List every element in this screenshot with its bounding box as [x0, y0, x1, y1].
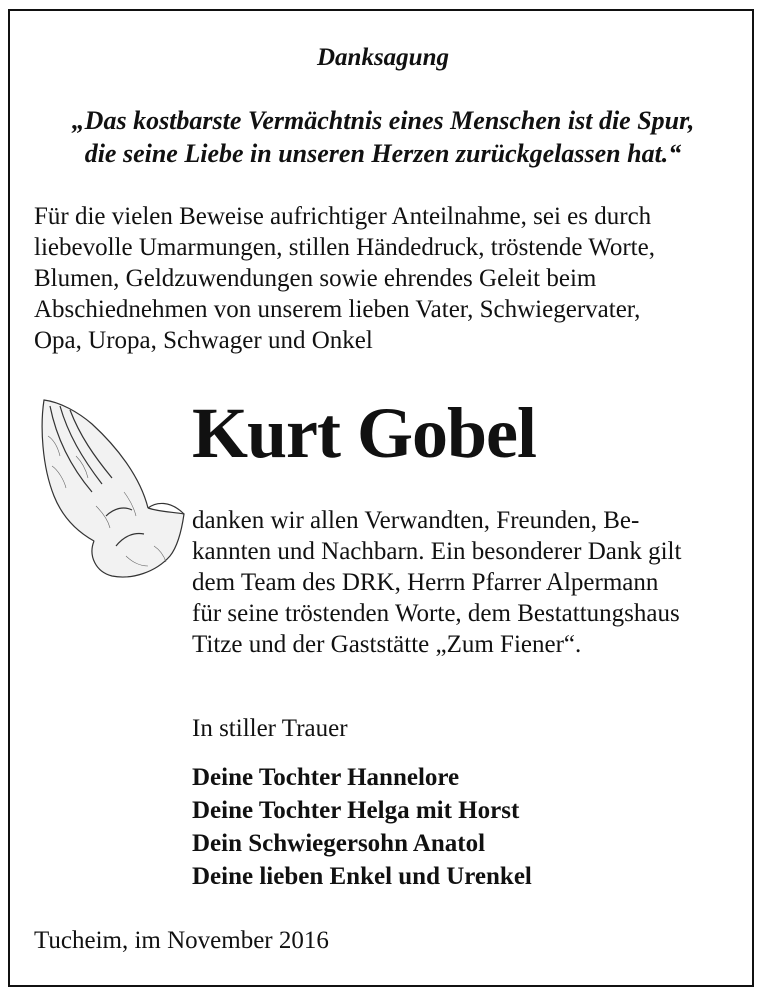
intro-line: Blumen, Geldzuwendungen sowie ehrendes Geleit beim	[34, 265, 597, 292]
thanks-line: Titze und der Gaststätte „Zum Fiener“.	[192, 631, 582, 658]
thanks-line: dem Team des DRK, Herrn Pfarrer Alpermann	[192, 569, 659, 596]
signers-list	[192, 761, 532, 893]
place-date: Tucheim, im November 2016	[34, 927, 329, 954]
mourning-label: In stiller Trauer	[192, 715, 348, 742]
intro-line: Für die vielen Beweise aufrichtiger Anteilnahme, sei es durch	[34, 203, 652, 230]
intro-line: Opa, Uropa, Schwager und Onkel	[34, 327, 373, 354]
intro-line: Abschiednehmen von unserem lieben Vater, Schwiegervater,	[34, 296, 641, 323]
thanks-line: kannten und Nachbarn. Ein besonderer Dank gilt	[192, 538, 682, 565]
deceased-name: Kurt Gobel	[192, 393, 536, 473]
praying-hands-icon	[36, 396, 186, 580]
signer: Deine lieben Enkel und Urenkel	[192, 863, 532, 890]
quote-line-2: die seine Liebe in unseren Herzen zurückgelassen hat.“	[84, 139, 682, 168]
signer: Deine Tochter Helga mit Horst	[192, 797, 520, 824]
thanks-paragraph	[192, 505, 732, 660]
thanks-line: danken wir allen Verwandten, Freunden, Be-	[192, 507, 640, 534]
quote-line-1: „Das kostbarste Vermächtnis eines Menschen ist die Spur,	[71, 106, 695, 135]
memorial-quote	[0, 104, 766, 170]
signer: Deine Tochter Hannelore	[192, 764, 460, 791]
intro-paragraph	[34, 201, 732, 356]
thanks-line: für seine tröstenden Worte, dem Bestattungshaus	[192, 600, 680, 627]
intro-line: liebevolle Umarmungen, stillen Händedruck, tröstende Worte,	[34, 234, 655, 261]
notice-heading: Danksagung	[317, 44, 449, 71]
signer: Dein Schwiegersohn Anatol	[192, 830, 486, 857]
